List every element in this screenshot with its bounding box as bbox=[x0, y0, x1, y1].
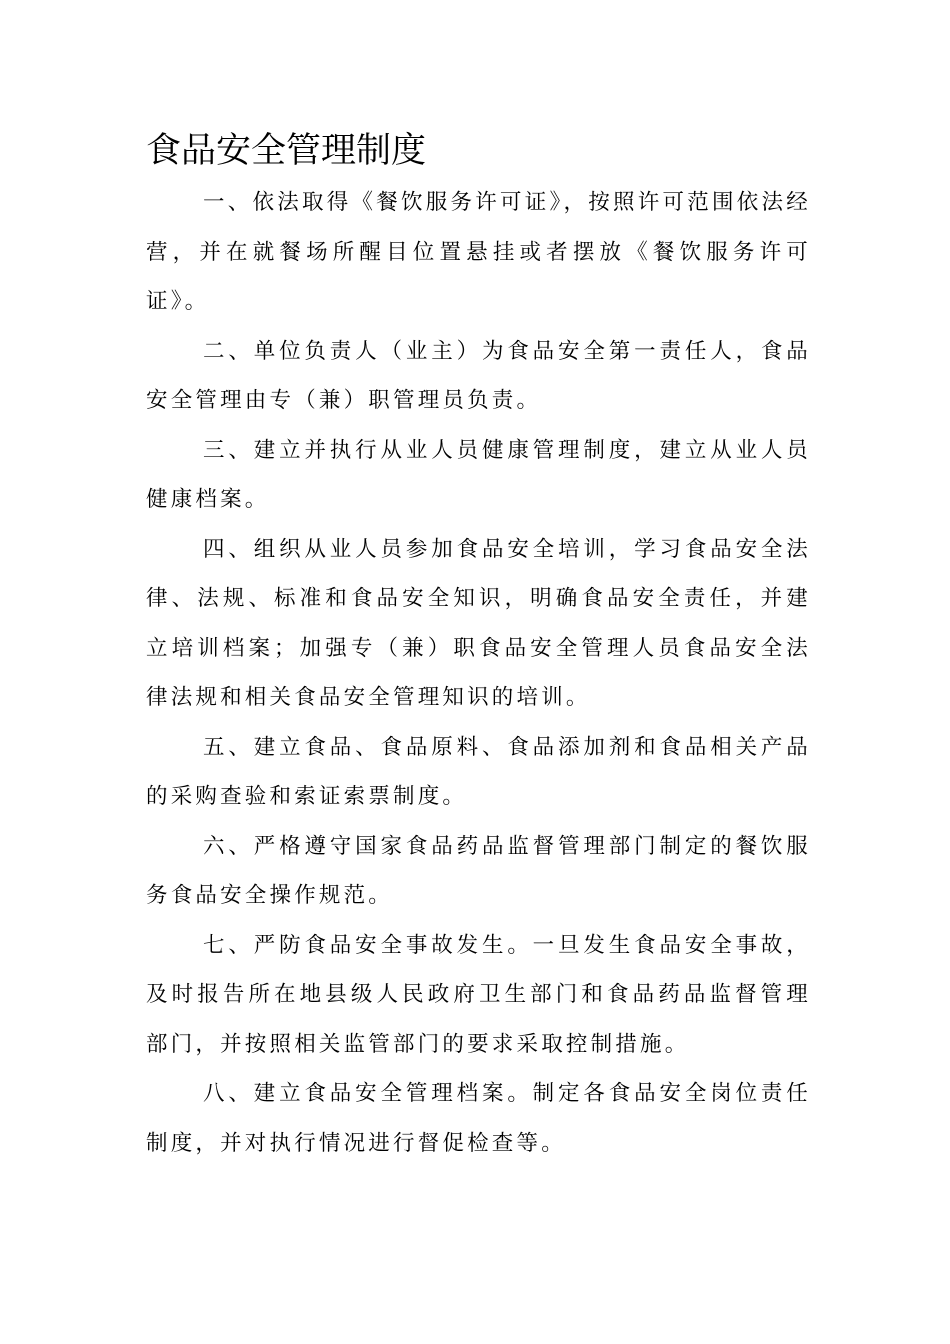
clause-5: 五、建立食品、食品原料、食品添加剂和食品相关产品的采购查验和索证索票制度。 bbox=[146, 734, 811, 809]
clause-3: 三、建立并执行从业人员健康管理制度，建立从业人员健康档案。 bbox=[146, 437, 811, 512]
clause-6: 六、严格遵守国家食品药品监督管理部门制定的餐饮服务食品安全操作规范。 bbox=[146, 833, 811, 908]
clause-4: 四、组织从业人员参加食品安全培训，学习食品安全法律、法规、标准和食品安全知识，明确食品安全责任，并建立培训档案；加强专（兼）职食品安全管理人员食品安全法律法规和相关食品安全管理知识的培训。 bbox=[146, 536, 811, 710]
clause-1: 一、依法取得《餐饮服务许可证》，按照许可范围依法经营，并在就餐场所醒目位置悬挂或者摆放《餐饮服务许可证》。 bbox=[146, 190, 811, 314]
clause-8: 八、建立食品安全管理档案。制定各食品安全岗位责任制度，并对执行情况进行督促检查等。 bbox=[146, 1081, 811, 1156]
document-body bbox=[146, 178, 811, 1168]
document-title: 食品安全管理制度 bbox=[146, 131, 427, 171]
clause-2: 二、单位负责人（业主）为食品安全第一责任人，食品安全管理由专（兼）职管理员负责。 bbox=[146, 338, 811, 413]
clause-7: 七、严防食品安全事故发生。一旦发生食品安全事故，及时报告所在地县级人民政府卫生部门和食品药品监督管理部门，并按照相关监管部门的要求采取控制措施。 bbox=[146, 932, 811, 1057]
